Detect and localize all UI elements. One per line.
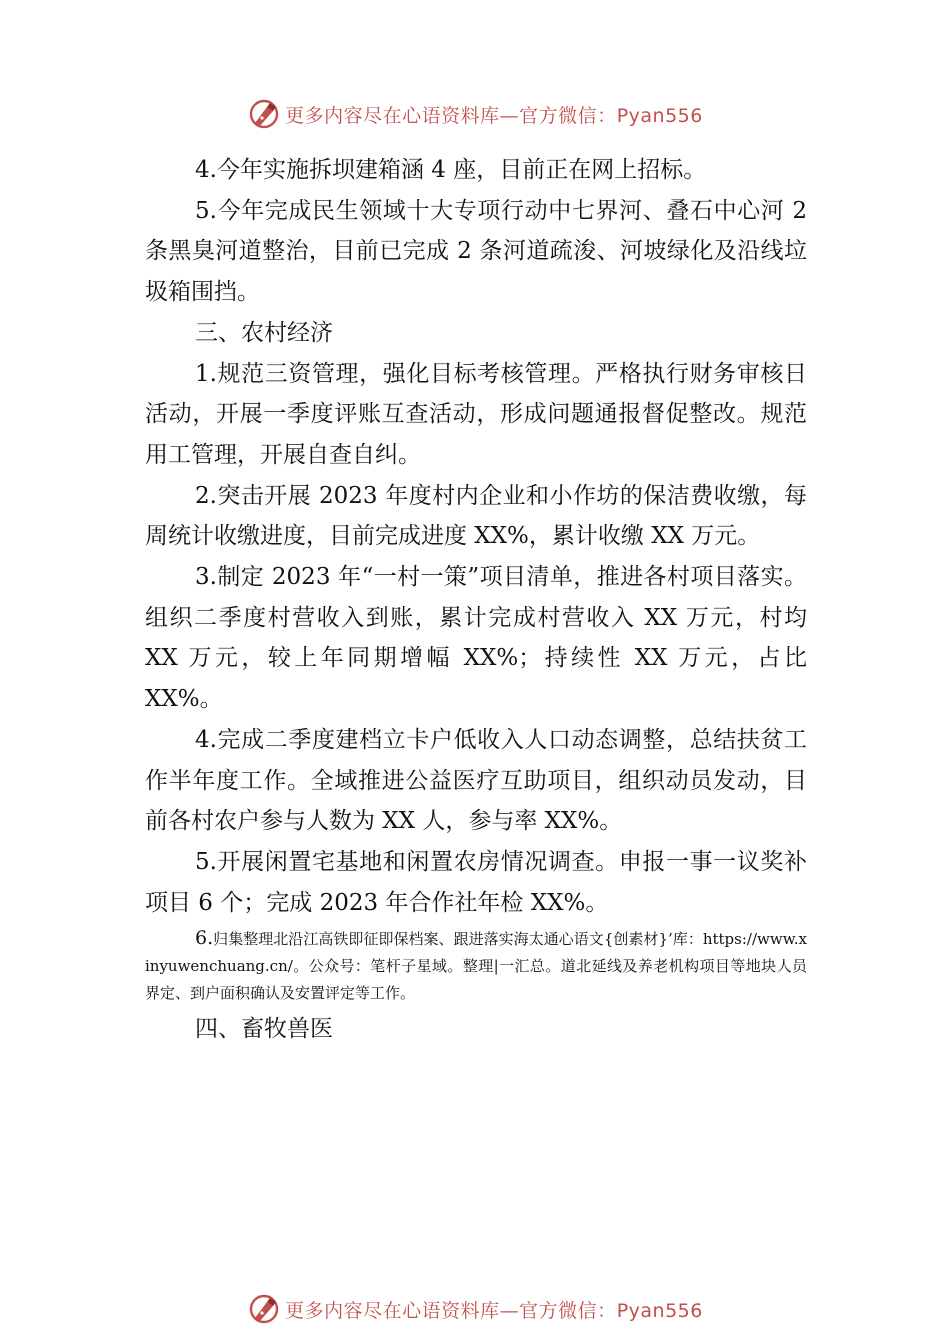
pen-logo-icon [247, 1292, 281, 1326]
paragraph-8 [145, 925, 807, 1007]
paragraph-6: 4.完成二季度建档立卡户低收入人口动态调整，总结扶贫工作半年度工作。全域推进公益医疗互助项目，组织动员发动，目前各村农户参与人数为 XX 人，参与率 XX%。 [145, 726, 807, 835]
banner-official: 官方微信： [519, 1299, 617, 1322]
section-heading-3: 三、农村经济 [195, 319, 333, 346]
paragraph-1: 4.今年实施拆坝建箱涵 4 座，目前正在网上招标。 [195, 157, 707, 183]
section-heading-4: 四、畜牧兽医 [195, 1016, 333, 1043]
banner-separator: — [499, 1299, 520, 1322]
banner-title: 更多内容尽在心语资料库 [285, 1299, 500, 1322]
banner-wechat-id: Pyan556 [616, 1299, 703, 1322]
paragraph-8-text: 归集整理北沿江高铁即征即保档案、跟进落实海太通心语文{创素材}’库：https://www.xinyuwenchuang.cn/。公众号：笔杆子星域。整理|一汇总。道北延线及养老机构项目等地块人员界定、到户面积确认及安置评定等工作。 [145, 930, 807, 1003]
footer-banner-text [285, 1296, 703, 1323]
paragraph-4: 2.突击开展 2023 年度村内企业和小作坊的保洁费收缴，每周统计收缴进度，目前完成进度 XX%，累计收缴 XX 万元。 [145, 482, 807, 550]
paragraph-3: 1.规范三资管理，强化目标考核管理。严格执行财务审核日活动，开展一季度评账互查活动，形成问题通报督促整改。规范用工管理，开展自查自纠。 [145, 360, 807, 468]
banner-official: 官方微信： [519, 104, 617, 127]
header-banner [0, 92, 950, 136]
header-banner-text [285, 101, 703, 128]
paragraph-8-number: 6. [195, 927, 214, 950]
banner-wechat-id: Pyan556 [616, 104, 703, 127]
paragraph-2: 5.今年完成民生领域十大专项行动中七界河、叠石中心河 2 条黑臭河道整治，目前已完成 2 条河道疏浚、河坡绿化及沿线垃圾箱围挡。 [145, 197, 807, 306]
document-body [145, 150, 807, 1050]
banner-separator: — [499, 104, 520, 127]
footer-banner [0, 1287, 950, 1331]
banner-title: 更多内容尽在心语资料库 [285, 104, 500, 127]
paragraph-5: 3.制定 2023 年“一村一策”项目清单，推进各村项目落实。组织二季度村营收入到账，累计完成村营收入 XX 万元，村均 XX 万元，较上年同期增幅 XX%；持续性 XX 万元，占比 XX%。 [145, 564, 807, 713]
pen-logo-icon [247, 97, 281, 131]
paragraph-7: 5.开展闲置宅基地和闲置农房情况调查。申报一事一议奖补项目 6 个；完成 2023 年合作社年检 XX%。 [145, 848, 807, 916]
